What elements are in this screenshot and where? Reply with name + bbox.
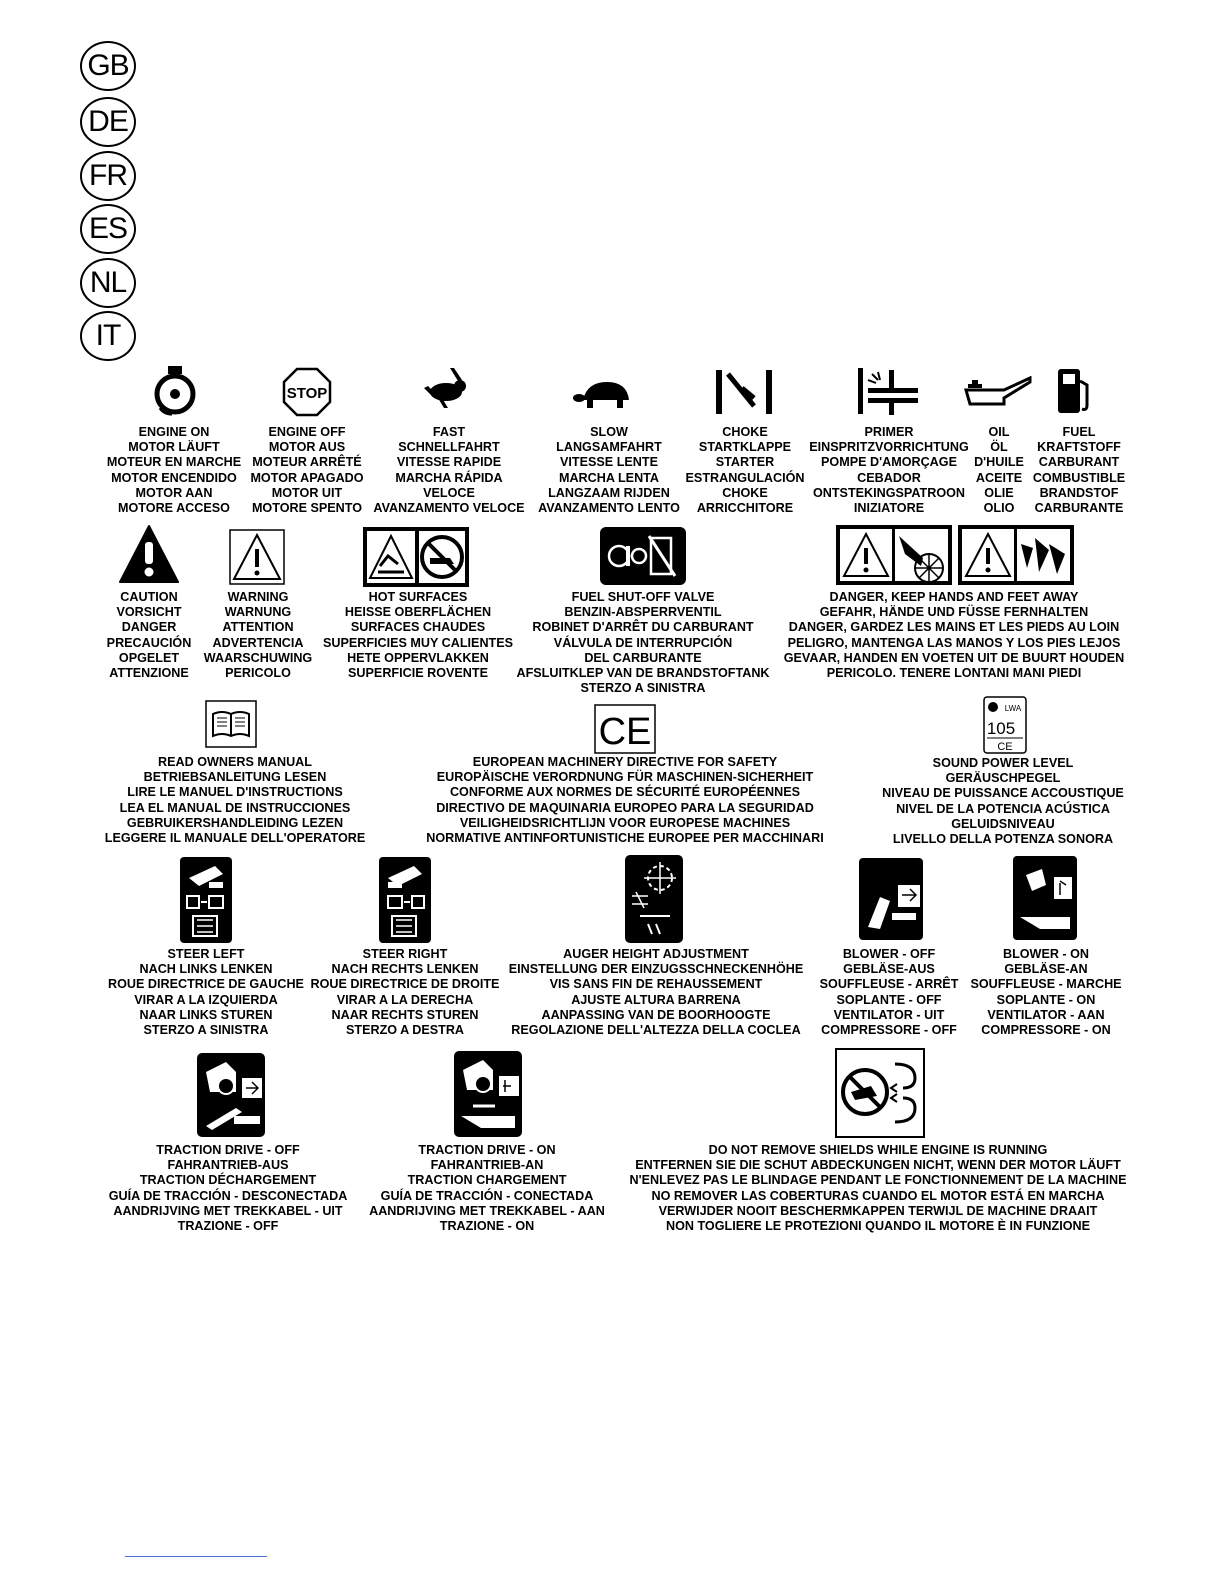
steer-right-icon (378, 856, 432, 944)
oil-can-icon (964, 376, 1034, 410)
caption-sound: SOUND POWER LEVEL GERÄUSCHPEGEL NIVEAU DE PUISSANCE ACCOUSTIQUE NIVEL DE LA POTENCIA ACÚSTICA GELUIDSNIVEAU LIVELLO DELLA POTENZA SONORA (882, 756, 1124, 847)
caption-traction-on: TRACTION DRIVE - ON FAHRANTRIEB-AN TRACTION CHARGEMENT GUÍA DE TRACCIÓN - CONECTADA AANDRIJVING MET TREKKABEL - AAN TRAZIONE - ON (369, 1143, 605, 1234)
hot-surface-icon (362, 526, 470, 588)
caption-steer-right: STEER RIGHT NACH RECHTS LENKEN ROUE DIRECTRICE DE DROITE VIRAR A LA DERECHA NAAR RECHTS STUREN STERZO A DESTRA (310, 947, 500, 1038)
language-badge-fr: FR (80, 151, 136, 201)
blower-off-icon (858, 857, 924, 941)
caption-fast: FAST SCHNELLFAHRT VITESSE RAPIDE MARCHA RÁPIDA VELOCE AVANZAMENTO VELOCE (373, 425, 525, 516)
engine-on-icon (152, 364, 198, 416)
fuel-valve-icon (599, 526, 687, 586)
open-book-icon (205, 700, 257, 748)
hands-feet-danger-icon (835, 524, 1075, 586)
caption-engine-off: ENGINE OFF MOTOR AUS MOTEUR ARRÊTÉ MOTOR APAGADO MOTOR UIT MOTORE SPENTO (250, 425, 364, 516)
caption-slow: SLOW LANGSAMFAHRT VITESSE LENTE MARCHA LENTA LANGZAAM RIJDEN AVANZAMENTO LENTO (538, 425, 680, 516)
choke-icon (714, 368, 774, 416)
caption-blower-on: BLOWER - ON GEBLÄSE-AN SOUFFLEUSE - MARCHE SOPLANTE - ON VENTILATOR - AAN COMPRESSORE - ON (970, 947, 1122, 1038)
turtle-icon (573, 378, 637, 412)
sound-level-icon (983, 696, 1027, 754)
svg-text:CE: CE (598, 711, 652, 753)
caption-fuel-valve: FUEL SHUT-OFF VALVE BENZIN-ABSPERRVENTIL ROBINET D'ARRÊT DU CARBURANT VÁLVULA DE INTERRUPCIÓN DEL CARBURANTE AFSLUITKLEP VAN DE BRANDSTOFTANK STERZO A SINISTRA (516, 590, 770, 696)
svg-text:STOP: STOP (286, 385, 328, 402)
language-badge-nl: NL (80, 258, 136, 308)
auger-height-icon (624, 854, 684, 944)
fuel-pump-icon (1054, 367, 1094, 415)
steer-left-icon (179, 856, 233, 944)
caption-warning: WARNING WARNUNG ATTENTION ADVERTENCIA WAARSCHUWING PERICOLO (203, 590, 313, 681)
svg-text:CE: CE (997, 741, 1013, 753)
caption-primer: PRIMER EINSPRITZVORRICHTUNG POMPE D'AMORÇAGE CEBADOR ONTSTEKINGSPATROON INIZIATORE (809, 425, 969, 516)
caption-traction-off: TRACTION DRIVE - OFF FAHRANTRIEB-AUS TRACTION DÉCHARGEMENT GUÍA DE TRACCIÓN - DESCONECTADA AANDRIJVING MET TREKKABEL - UIT TRAZIONE - OFF (108, 1143, 348, 1234)
caption-choke: CHOKE STARTKLAPPE STARTER ESTRANGULACIÓN CHOKE ARRICCHITORE (685, 425, 805, 516)
caption-auger: AUGER HEIGHT ADJUSTMENT EINSTELLUNG DER EINZUGSSCHNECKENHÖHE VIS SANS FIN DE REHAUSSEMENT AJUSTE ALTURA BARRENA AANPASSING VAN DE BOORHOOGTE REGOLAZIONE DELL'ALTEZZA DELLA COCLEA (508, 947, 804, 1038)
caption-blower-off: BLOWER - OFF GEBLÄSE-AUS SOUFFLEUSE - ARRÊT SOPLANTE - OFF VENTILATOR - UIT COMPRESSORE - OFF (819, 947, 959, 1038)
caption-steer-left: STEER LEFT NACH LINKS LENKEN ROUE DIRECTRICE DE GAUCHE VIRAR A LA IZQUIERDA NAAR LINKS STUREN STERZO A SINISTRA (108, 947, 304, 1038)
ce-mark-icon (594, 704, 656, 754)
traction-off-icon (196, 1052, 266, 1138)
language-badge-it: IT (80, 311, 136, 361)
caption-caution: CAUTION VORSICHT DANGER PRECAUCIÓN OPGELET ATTENZIONE (106, 590, 192, 681)
language-badge-de: DE (80, 97, 136, 147)
caption-ce: EUROPEAN MACHINERY DIRECTIVE FOR SAFETY EUROPÄISCHE VERORDNUNG FÜR MASCHINEN-SICHERHEIT CONFORME AUX NORMES DE SÉCURITÉ EUROPÉENNES DIRECTIVO DE MAQUINARIA EUROPEO PARA LA SEGURIDAD VEILIGHEIDSRICHTLIJN VOOR EUROPESE MACHINES NORMATIVE ANTINFORTUNISTICHE EUROPEE PER MACCHINARI (426, 755, 824, 846)
footer-rule (125, 1556, 267, 1557)
caption-oil: OIL ÖL D'HUILE ACEITE OLIE OLIO (974, 425, 1024, 516)
warning-triangle-icon (229, 529, 285, 585)
stop-sign-icon (282, 367, 332, 417)
caution-triangle-icon (118, 524, 180, 584)
language-badge-es: ES (80, 204, 136, 254)
caption-keep-away: DANGER, KEEP HANDS AND FEET AWAY GEFAHR, HÄNDE UND FÜSSE FERNHALTEN DANGER, GARDEZ LES MAINS ET LES PIEDS AU LOIN PELIGRO, MANTENGA LAS MANOS Y LOS PIES LEJOS GEVAAR, HANDEN EN VOETEN UIT DE BUURT HOUDEN PERICOLO. TENERE LONTANI MANI PIEDI (783, 590, 1125, 681)
caption-fuel: FUEL KRAFTSTOFF CARBURANT COMBUSTIBLE BRANDSTOF CARBURANTE (1032, 425, 1126, 516)
language-badge-gb: GB (80, 41, 136, 91)
blower-on-icon (1012, 855, 1078, 941)
rabbit-icon (420, 366, 474, 410)
caption-shields: DO NOT REMOVE SHIELDS WHILE ENGINE IS RUNNING ENTFERNEN SIE DIE SCHUT ABDECKUNGEN NICHT, WENN DER MOTOR LÄUFT N'ENLEVEZ PAS LE BLINDAGE PENDANT LE FONCTIONNEMENT DE LA MACHINE NO REMOVER LAS COBERTURAS CUANDO EL MOTOR ESTÁ EN MARCHA VERWIJDER NOOIT BESCHERMKAPPEN TERWIJL DE MACHINE DRAAIT NON TOGLIERE LE PROTEZIONI QUANDO IL MOTORE È IN FUNZIONE (629, 1143, 1127, 1234)
svg-text:105: 105 (986, 719, 1016, 738)
traction-on-icon (453, 1050, 523, 1138)
shields-icon (835, 1048, 925, 1138)
svg-text:LWA: LWA (1004, 704, 1022, 713)
caption-manual: READ OWNERS MANUAL BETRIEBSANLEITUNG LESEN LIRE LE MANUEL D'INSTRUCTIONS LEA EL MANUAL DE INSTRUCCIONES GEBRUIKERSHANDLEIDING LEZEN LEGGERE IL MANUALE DELL'OPERATORE (104, 755, 366, 846)
caption-engine-on: ENGINE ON MOTOR LÄUFT MOTEUR EN MARCHE MOTOR ENCENDIDO MOTOR AAN MOTORE ACCESO (106, 425, 242, 516)
primer-icon (856, 366, 922, 416)
caption-hot-surfaces: HOT SURFACES HEISSE OBERFLÄCHEN SURFACES CHAUDES SUPERFICIES MUY CALIENTES HETE OPPERVLAKKEN SUPERFICIE ROVENTE (322, 590, 514, 681)
